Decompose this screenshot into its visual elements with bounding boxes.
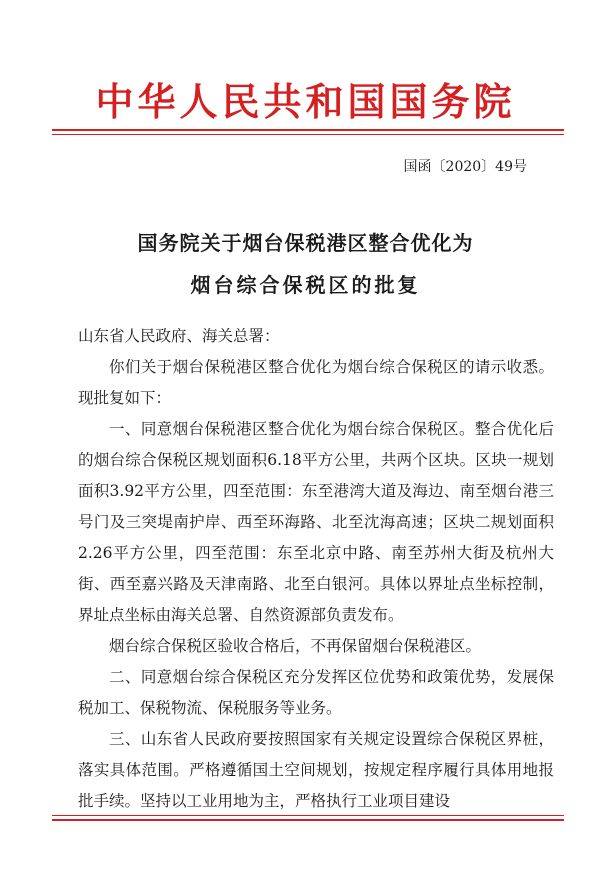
masthead-divider-thin <box>52 134 564 135</box>
paragraph: 你们关于烟台保税港区整合优化为烟台综合保税区的请示收悉。现批复如下： <box>78 358 554 407</box>
document-body <box>78 321 554 817</box>
document-number: 国函〔2020〕49号 <box>403 159 527 175</box>
salutation: 山东省人民政府、海关总署： <box>78 327 280 345</box>
document-title-line-2: 烟台综合保税区的批复 <box>190 273 421 297</box>
footer-divider-bottom <box>52 819 564 821</box>
paragraph: 二、同意烟台综合保税区充分发挥区位优势和政策优势，发展保税加工、保税物流、保税服务等业务。 <box>78 668 554 717</box>
paragraph: 三、山东省人民政府要按照国家有关规定设置综合保税区界桩，落实具体范围。严格遵循国土空间规划，按规定程序履行具体用地报批手续。坚持以工业用地为主，严格执行工业项目建设 <box>78 730 554 810</box>
masthead-divider-top <box>52 129 564 131</box>
paragraph: 一、同意烟台保税港区整合优化为烟台综合保税区。整合优化后的烟台综合保税区规划面积6.18平方公里，共两个区块。区块一规划面积3.92平方公里，四至范围：东至港湾大道及海边、南至烟台港三号门及三突堤南护岸、西至环海路、北至沈海高速；区块二规划面积2.26平方公里，四至范围：东至北京中路、南至苏州大街及杭州大街、西至嘉兴路及天津南路、北至白银河。具体以界址点坐标控制，界址点坐标由海关总署、自然资源部负责发布。 <box>78 420 554 624</box>
footer-divider-thin <box>52 815 564 816</box>
document-title-line-1: 国务院关于烟台保税港区整合优化为 <box>137 231 474 255</box>
paragraph: 烟台综合保税区验收合格后，不再保留烟台保税港区。 <box>109 637 482 655</box>
masthead-title: 中华人民共和国国务院 <box>95 79 516 124</box>
